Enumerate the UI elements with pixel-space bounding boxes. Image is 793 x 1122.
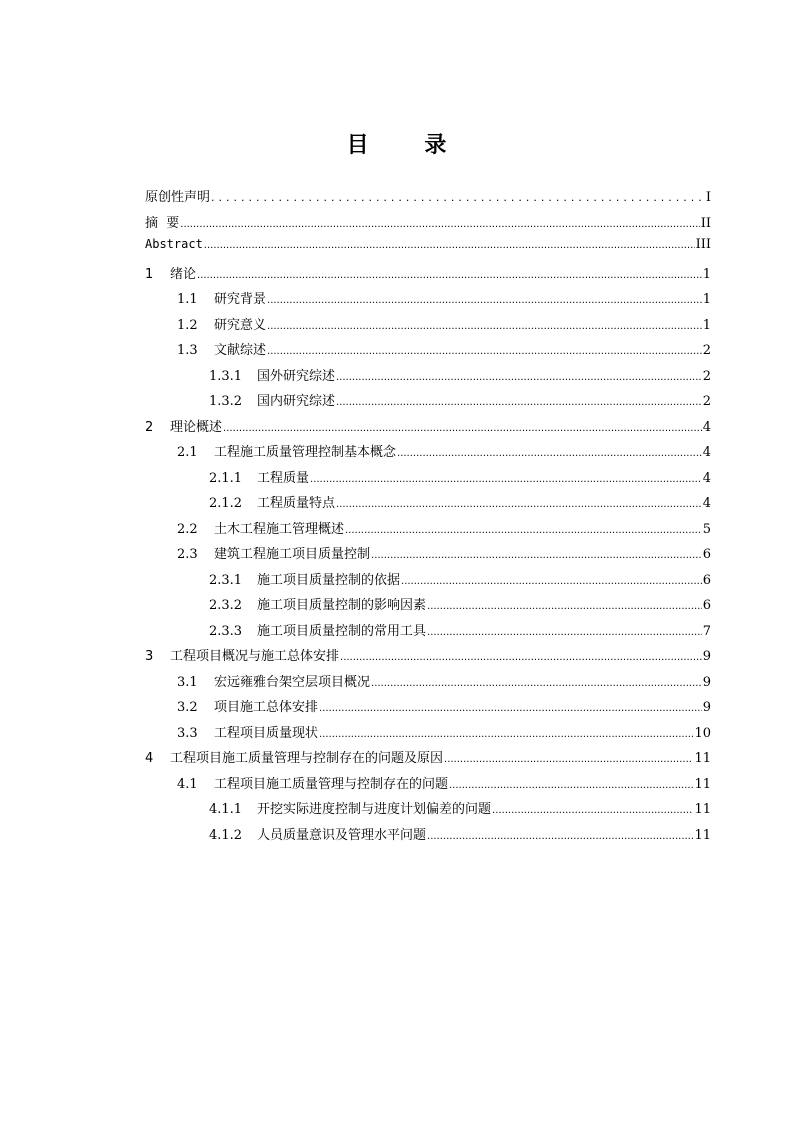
- toc-entry[interactable]: [145, 467, 711, 493]
- toc-leader-dots: [371, 550, 702, 561]
- toc-entry-page-number: 6: [702, 598, 711, 613]
- toc-title: 目 录: [346, 133, 471, 158]
- toc-entry-number: 4.1.2: [209, 827, 243, 843]
- toc-entry[interactable]: [145, 747, 711, 773]
- toc-leader-dots: [397, 448, 702, 459]
- toc-entry-number: 2.1: [177, 445, 198, 460]
- toc-entry-page-number: 1: [702, 266, 711, 282]
- toc-entry-label: Abstract: [145, 237, 203, 251]
- toc-entry-page-number: II: [700, 215, 711, 231]
- toc-entry-label: 施工项目质量控制的依据: [257, 572, 401, 588]
- toc-entry-label: 摘 要: [145, 215, 180, 231]
- toc-leader-dots: [401, 576, 702, 587]
- toc-entry-number: 1.1: [177, 292, 198, 307]
- toc-entry-page-number: 2: [702, 343, 711, 358]
- toc-entry-label: 工程项目质量现状: [214, 725, 319, 741]
- toc-entry-page-number: 6: [702, 547, 711, 562]
- toc-entry-number: 2.1.2: [209, 496, 243, 511]
- toc-entry[interactable]: [145, 288, 711, 314]
- toc-entry-number: 1.3.1: [209, 368, 243, 384]
- toc-entry-page-number: 1: [702, 317, 711, 333]
- toc-entry-page-number: 11: [694, 827, 711, 843]
- toc-entry-page-number: 7: [702, 623, 711, 639]
- toc-entry-page-number: III: [695, 237, 711, 252]
- toc-entry-number: 3: [145, 649, 154, 664]
- toc-entry-page-number: 9: [702, 649, 711, 664]
- toc-entry[interactable]: [145, 237, 711, 263]
- toc-leader-dots: [267, 295, 702, 306]
- toc-entry[interactable]: [145, 645, 711, 671]
- toc-entry-label: 工程质量: [257, 470, 310, 486]
- toc-entry-label: 开挖实际进度控制与进度计划偏差的问题: [257, 802, 492, 817]
- toc-leader-dots: [427, 601, 702, 612]
- toc-entry-label: 施工项目质量控制的影响因素: [257, 598, 427, 613]
- toc-entry[interactable]: [145, 824, 711, 850]
- toc-entry[interactable]: [145, 186, 711, 212]
- toc-leader-dots: [427, 831, 693, 842]
- toc-entry-page-number: 11: [694, 776, 711, 792]
- toc-entry-number: 4.1: [177, 776, 198, 792]
- toc-leader-dots: [267, 346, 702, 357]
- toc-entry[interactable]: [145, 314, 711, 340]
- toc-entry-page-number: 9: [702, 674, 711, 690]
- toc-entry-page-number: 4: [702, 470, 711, 486]
- toc-entry-page-number: 4: [702, 445, 711, 460]
- toc-leader-dots: [336, 397, 702, 408]
- toc-entry-label: 文献综述: [214, 343, 267, 358]
- toc-entry-number: 4: [145, 751, 154, 766]
- toc-leader-dots: [211, 191, 705, 204]
- toc-leader-dots: [449, 780, 693, 791]
- toc-entry-label: 原创性声明: [145, 190, 211, 205]
- toc-entry-label: 工程项目概况与施工总体安排: [170, 649, 340, 664]
- toc-entry[interactable]: [145, 620, 711, 646]
- toc-entry-number: 2.1.1: [209, 470, 243, 486]
- toc-leader-dots: [492, 805, 693, 816]
- toc-entry[interactable]: [145, 492, 711, 518]
- toc-entry-label: 工程质量特点: [257, 496, 336, 511]
- toc-entry-page-number: 6: [702, 572, 711, 588]
- toc-entry-number: 2.2: [177, 521, 198, 537]
- toc-leader-dots: [204, 240, 695, 251]
- toc-leader-dots: [267, 321, 702, 332]
- toc-entry-page-number: 10: [694, 725, 711, 741]
- toc-entry-label: 施工项目质量控制的常用工具: [257, 623, 427, 639]
- toc-entry-label: 宏远雍雅台架空层项目概况: [214, 674, 371, 690]
- toc-entry-number: 4.1.1: [209, 802, 243, 817]
- toc-leader-dots: [427, 627, 702, 638]
- toc-entry-label: 研究意义: [214, 317, 267, 333]
- toc-leader-dots: [371, 678, 702, 689]
- toc-entry[interactable]: [145, 671, 711, 697]
- toc-entry-label: 工程项目施工质量管理与控制存在的问题及原因: [170, 751, 444, 766]
- toc-entry-number: 3.1: [177, 674, 198, 690]
- toc-entry-label: 工程施工质量管理控制基本概念: [214, 445, 397, 460]
- toc-leader-dots: [319, 729, 693, 740]
- toc-entry-number: 1: [145, 266, 154, 282]
- toc-entry-page-number: 11: [694, 802, 711, 817]
- toc-entry-number: 2.3: [177, 547, 198, 562]
- toc-leader-dots: [310, 474, 702, 485]
- toc-entry[interactable]: [145, 773, 711, 799]
- toc-entry[interactable]: [145, 263, 711, 289]
- toc-entry-label: 理论概述: [170, 419, 223, 435]
- toc-entry-number: 1.3: [177, 343, 198, 358]
- toc-entry-label: 国内研究综述: [257, 394, 336, 409]
- toc-entry[interactable]: [145, 339, 711, 365]
- toc-entry[interactable]: [145, 212, 711, 238]
- toc-entry-label: 工程项目施工质量管理与控制存在的问题: [214, 776, 449, 792]
- toc-entry-number: 2: [145, 419, 154, 435]
- toc-leader-dots: [223, 423, 702, 434]
- toc-entry-page-number: 5: [702, 521, 711, 537]
- toc-leader-dots: [180, 219, 699, 230]
- toc-entry-page-number: 4: [702, 419, 711, 435]
- toc-leader-dots: [340, 652, 702, 663]
- toc-entry-page-number: 1: [702, 292, 711, 307]
- toc-entry-number: 3.2: [177, 700, 198, 715]
- toc-entry-page-number: 4: [702, 496, 711, 511]
- toc-entry[interactable]: [145, 543, 711, 569]
- toc-entry-label: 项目施工总体安排: [214, 700, 319, 715]
- toc-entry[interactable]: [145, 569, 711, 595]
- toc-entry-label: 人员质量意识及管理水平问题: [257, 827, 427, 843]
- toc-entry[interactable]: [145, 365, 711, 391]
- toc-entry-label: 研究背景: [214, 292, 267, 307]
- toc-entry[interactable]: [145, 416, 711, 442]
- toc-leader-dots: [336, 372, 702, 383]
- toc-entry-page-number: 11: [694, 751, 711, 766]
- toc-entry[interactable]: [145, 441, 711, 467]
- toc-entry-page-number: I: [705, 190, 711, 205]
- toc-entry-number: 1.3.2: [209, 394, 243, 409]
- toc-entry-label: 国外研究综述: [257, 368, 336, 384]
- toc-entry[interactable]: [145, 722, 711, 748]
- toc-entry-page-number: 9: [702, 700, 711, 715]
- toc-entry-number: 2.3.2: [209, 598, 243, 613]
- toc-entry-number: 1.2: [177, 317, 198, 333]
- toc-entry-page-number: 2: [702, 368, 711, 384]
- toc-leader-dots: [197, 270, 702, 281]
- toc-entry-number: 2.3.3: [209, 623, 243, 639]
- toc-entry[interactable]: [145, 696, 711, 722]
- toc-entry[interactable]: [145, 518, 711, 544]
- toc-entry-page-number: 2: [702, 394, 711, 409]
- table-of-contents: [145, 186, 711, 849]
- toc-leader-dots: [336, 499, 702, 510]
- toc-entry[interactable]: [145, 390, 711, 416]
- toc-leader-dots: [345, 525, 702, 536]
- toc-entry[interactable]: [145, 594, 711, 620]
- toc-entry-label: 土木工程施工管理概述: [214, 521, 345, 537]
- toc-entry-number: 3.3: [177, 725, 198, 741]
- toc-entry-label: 绪论: [170, 266, 197, 282]
- toc-entry-number: 2.3.1: [209, 572, 243, 588]
- toc-leader-dots: [319, 703, 702, 714]
- toc-leader-dots: [444, 754, 693, 765]
- toc-entry[interactable]: [145, 798, 711, 824]
- toc-entry-label: 建筑工程施工项目质量控制: [214, 547, 371, 562]
